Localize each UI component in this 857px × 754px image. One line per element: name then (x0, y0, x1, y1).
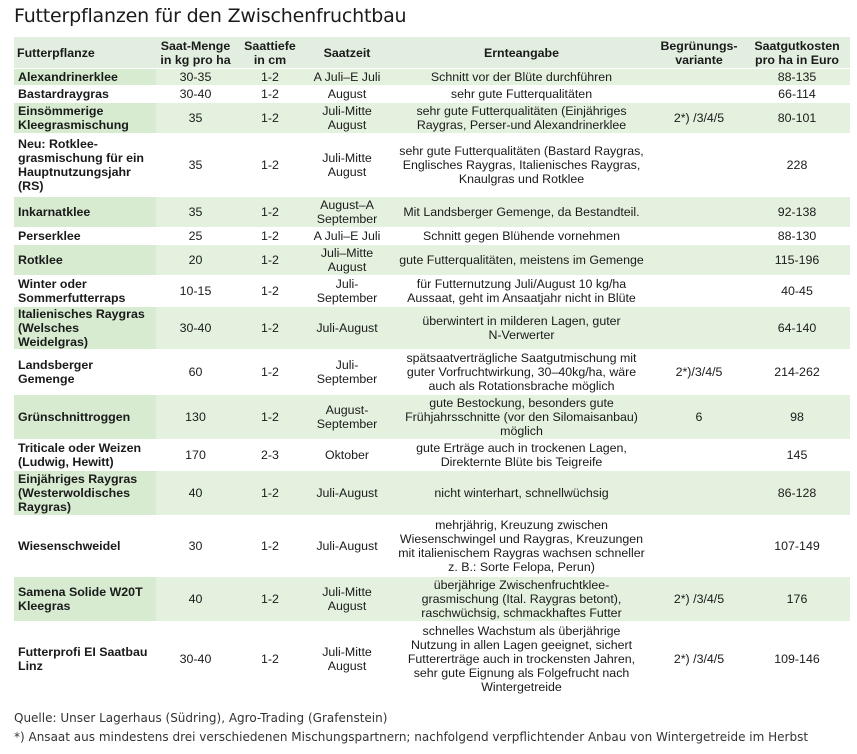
cell-line: A Juli–E Juli (313, 229, 381, 243)
cell-line: nicht winterhart, schnellwüchsig (434, 486, 609, 500)
cell-line: Juli- (335, 358, 359, 372)
cell-saatmenge (156, 516, 235, 577)
cell-line: sehr gute Eignung als Folgefrucht nach (413, 666, 630, 681)
cell-line: Italienisches Raygras (18, 307, 145, 321)
cell-futterpflanze (14, 245, 156, 276)
cell-saattiefe (235, 307, 305, 350)
cell-line: sehr gute Futterqualitäten (Einjähriges (416, 104, 627, 118)
cell-saatgutkosten (744, 577, 850, 622)
cell-futterpflanze (14, 197, 156, 228)
cell-line: Juli-Mitte (322, 585, 372, 599)
cell-line: möglich (500, 424, 543, 438)
cell-saattiefe (235, 276, 305, 307)
cell-saatmenge (156, 69, 235, 86)
cell-line: grasmischung für ein (18, 151, 144, 165)
cell-value: 30 (188, 539, 203, 553)
cell-line: (Ludwig, Hewitt) (18, 455, 114, 469)
cell-saattiefe (235, 350, 305, 395)
cell-saatmenge (156, 440, 235, 471)
header-row (14, 37, 850, 69)
cell-value: 1-2 (261, 365, 279, 379)
cell-begruenungsvariante (654, 622, 744, 697)
cell-line: August- (325, 403, 369, 417)
cell-line: Nutzung in allen Lagen geeignet, sichert (410, 638, 633, 653)
header-saatmenge: Saat-Menge in kg pro ha (156, 37, 235, 69)
cell-begruenungsvariante (654, 350, 744, 395)
cell-futterpflanze (14, 134, 156, 197)
cell-line: Winter oder (18, 277, 87, 291)
cell-line: Juli-Mitte (322, 645, 372, 660)
table-row (14, 350, 850, 395)
cell-line: Frühjahrsschnitte (vor den Silomaisanbau) (405, 410, 638, 424)
cell-value: 10-15 (179, 284, 212, 298)
cell-saatmenge (156, 471, 235, 516)
cell-saatzeit (305, 276, 389, 307)
cell-ernteangabe (389, 307, 654, 350)
cell-line: Schnitt vor der Blüte durchführen (430, 70, 613, 84)
cell-line: Juli-Mitte (322, 104, 372, 118)
cell-line: z. B.: Sorte Felopa, Perun) (448, 560, 595, 574)
cell-futterpflanze (14, 395, 156, 440)
cell-value: 2*)/3/4/5 (675, 365, 723, 379)
cell-value: 1-2 (261, 321, 279, 335)
cell-line: September (316, 212, 378, 226)
cell-line: Inkarnatklee (18, 205, 91, 219)
cell-futterpflanze (14, 307, 156, 350)
cell-line: Knaulgras und Rotklee (458, 172, 585, 186)
cell-saattiefe (235, 245, 305, 276)
cell-value: 170 (185, 448, 206, 462)
cell-line: August–A (320, 198, 374, 212)
header-saatzeit: Saatzeit (305, 37, 389, 69)
cell-begruenungsvariante (654, 471, 744, 516)
cell-value: 109-146 (774, 652, 820, 667)
cell-saatzeit (305, 471, 389, 516)
cell-line: grasmischung (Ital. Raygras betont), (421, 592, 622, 606)
cell-saatgutkosten (744, 622, 850, 697)
cell-value: 40-45 (781, 284, 813, 298)
cell-saatmenge (156, 197, 235, 228)
cell-line: August (327, 165, 367, 179)
cell-line: Raygras, Perser-und Alexandrinerklee (416, 118, 627, 132)
cell-futterpflanze (14, 276, 156, 307)
cell-futterpflanze (14, 471, 156, 516)
cell-line: August (327, 87, 367, 101)
cell-line: spätsaatverträgliche Saatgutmischung mit (406, 351, 637, 365)
cell-value: 60 (188, 365, 203, 379)
cell-saattiefe (235, 395, 305, 440)
cell-value: 1-2 (261, 539, 279, 553)
cell-futterpflanze (14, 577, 156, 622)
cell-saatgutkosten (744, 307, 850, 350)
cell-value: 35 (188, 205, 203, 219)
cell-line: Bastardraygras (18, 87, 109, 101)
cell-line: Grünschnittroggen (18, 410, 131, 424)
cell-line: schnelles Wachstum als überjährige (422, 624, 621, 639)
cell-saatzeit (305, 440, 389, 471)
cell-value: 2-3 (261, 448, 279, 462)
cell-line: Englisches Raygras, Italienisches Raygras, (402, 158, 641, 172)
cell-value: 1-2 (261, 229, 279, 243)
cell-line: Juli–Mitte (320, 246, 374, 260)
cell-value: 35 (188, 158, 203, 172)
cell-saatgutkosten (744, 69, 850, 86)
table-row (14, 69, 850, 86)
cell-line: September (316, 291, 378, 305)
table-row (14, 197, 850, 228)
cell-line: mit italienischem Raygras wachsen schneller (398, 546, 645, 560)
cell-line: Wiesenschwingel und Raygras, Kreuzungen (399, 532, 644, 546)
cell-saatgutkosten (744, 471, 850, 516)
cell-saattiefe (235, 577, 305, 622)
cell-ernteangabe (389, 516, 654, 577)
table-row (14, 276, 850, 307)
cell-saatzeit (305, 622, 389, 697)
cell-value: 228 (786, 158, 808, 172)
cell-futterpflanze (14, 69, 156, 86)
table-row (14, 395, 850, 440)
cell-saattiefe (235, 440, 305, 471)
cell-ernteangabe (389, 134, 654, 197)
cell-ernteangabe (389, 69, 654, 86)
cell-value: 145 (786, 448, 808, 462)
cell-saatzeit (305, 103, 389, 134)
cell-saatgutkosten (744, 103, 850, 134)
cell-ernteangabe (389, 471, 654, 516)
cell-saatgutkosten (744, 440, 850, 471)
cell-value: 40 (188, 486, 203, 500)
cell-begruenungsvariante (654, 516, 744, 577)
cell-value: 1-2 (261, 205, 279, 219)
cell-value: 66-114 (778, 87, 816, 101)
cell-line: Samena Solide W20T (18, 585, 143, 599)
cell-begruenungsvariante (654, 245, 744, 276)
cell-ernteangabe (389, 276, 654, 307)
cell-begruenungsvariante (654, 395, 744, 440)
cell-value: 176 (786, 592, 808, 606)
page-title: Futterpflanzen für den Zwischenfruchtbau (14, 5, 407, 27)
cell-line: Juli-Mitte (322, 151, 372, 165)
cell-saatmenge (156, 395, 235, 440)
cell-value: 40 (188, 592, 203, 606)
cell-line: Kleegrasmischung (18, 118, 129, 132)
table-row (14, 622, 850, 697)
cell-line: sehr gute Futterqualitäten (Bastard Raygras, (399, 144, 644, 158)
cell-saattiefe (235, 471, 305, 516)
cell-value: 1-2 (261, 253, 279, 267)
cell-saattiefe (235, 516, 305, 577)
cell-ernteangabe (389, 440, 654, 471)
cell-saatgutkosten (744, 197, 850, 228)
cell-line: gute Erträge auch in trockenen Lagen, (416, 441, 627, 455)
cell-ernteangabe (389, 245, 654, 276)
cell-futterpflanze (14, 440, 156, 471)
cell-saattiefe (235, 134, 305, 197)
cell-line: Oktober (324, 448, 370, 462)
cell-ernteangabe (389, 228, 654, 245)
cell-line: (RS) (18, 179, 44, 193)
cell-value: 80-101 (777, 111, 817, 125)
futterpflanzen-table (14, 37, 850, 697)
cell-value: 30-40 (179, 321, 212, 335)
cell-value: 1-2 (261, 70, 279, 84)
cell-futterpflanze (14, 228, 156, 245)
cell-line: Alexandrinerklee (18, 70, 118, 84)
cell-value: 1-2 (261, 592, 279, 606)
cell-line: Juli- (335, 277, 359, 291)
cell-value: 2*) /3/4/5 (673, 111, 725, 125)
cell-saatmenge (156, 622, 235, 697)
cell-begruenungsvariante (654, 228, 744, 245)
cell-line: Sommerfutterraps (18, 291, 126, 305)
table-row (14, 245, 850, 276)
cell-line: Juli-August (316, 321, 378, 335)
cell-futterpflanze (14, 516, 156, 577)
cell-saattiefe (235, 69, 305, 86)
header-saatgutkosten: Saatgutkosten pro ha in Euro (744, 37, 850, 69)
cell-value: 2*) /3/4/5 (673, 592, 725, 606)
cell-saatmenge (156, 577, 235, 622)
cell-saatzeit (305, 395, 389, 440)
cell-line: Einsömmerige (18, 104, 104, 118)
cell-begruenungsvariante (654, 86, 744, 103)
cell-line: August (327, 118, 367, 132)
cell-value: 1-2 (261, 486, 279, 500)
cell-saatmenge (156, 245, 235, 276)
cell-begruenungsvariante (654, 307, 744, 350)
cell-saatgutkosten (744, 350, 850, 395)
cell-saatzeit (305, 350, 389, 395)
cell-begruenungsvariante (654, 69, 744, 86)
cell-saattiefe (235, 103, 305, 134)
cell-line: überwintert in milderen Lagen, guter (422, 314, 621, 328)
cell-value: 92-138 (777, 205, 817, 219)
cell-saatgutkosten (744, 245, 850, 276)
table-row (14, 516, 850, 577)
cell-saatgutkosten (744, 276, 850, 307)
cell-value: 1-2 (261, 87, 279, 101)
cell-line: mehrjährig, Kreuzung zwischen (435, 518, 608, 532)
cell-line: Juli-August (316, 486, 378, 500)
cell-saatmenge (156, 307, 235, 350)
cell-line: für Futternutzung Juli/August 10 kg/ha (416, 277, 627, 291)
cell-value: 88-130 (777, 229, 817, 243)
cell-value: 30-40 (179, 652, 212, 667)
cell-saattiefe (235, 197, 305, 228)
cell-saatmenge (156, 350, 235, 395)
cell-saatgutkosten (744, 134, 850, 197)
table-row (14, 577, 850, 622)
cell-ernteangabe (389, 577, 654, 622)
cell-value: 30-35 (179, 70, 212, 84)
cell-line: Hauptnutzungsjahr (18, 165, 131, 179)
cell-saatgutkosten (744, 86, 850, 103)
cell-saatzeit (305, 134, 389, 197)
cell-saatmenge (156, 103, 235, 134)
cell-value: 6 (695, 410, 703, 424)
cell-value: 98 (790, 410, 804, 424)
cell-line: Mit Landsberger Gemenge, da Bestandteil. (403, 205, 640, 219)
cell-line: Direkternte Blüte bis Teigreife (440, 455, 603, 469)
cell-saatzeit (305, 516, 389, 577)
source-note: Quelle: Unser Lagerhaus (Südring), Agro-Trading (Grafenstein) (14, 711, 388, 725)
cell-line: Futtererträge auch in trockensten Jahren, (407, 652, 636, 667)
header-ernteangabe: Ernteangabe (389, 37, 654, 69)
table-row (14, 86, 850, 103)
cell-saatgutkosten (744, 395, 850, 440)
cell-line: Triticale oder Weizen (18, 441, 142, 455)
table-row (14, 228, 850, 245)
cell-saatmenge (156, 86, 235, 103)
cell-saatzeit (305, 86, 389, 103)
cell-saatzeit (305, 577, 389, 622)
cell-futterpflanze (14, 103, 156, 134)
cell-saatgutkosten (744, 516, 850, 577)
cell-value: 86-128 (777, 486, 817, 500)
cell-line: Aussaat, geht im Ansaatjahr nicht in Blüte (407, 291, 636, 305)
cell-line: Linz (18, 659, 43, 674)
cell-ernteangabe (389, 395, 654, 440)
cell-saatzeit (305, 228, 389, 245)
cell-line: auch als Rotationsbrache möglich (428, 379, 615, 393)
cell-line: Kleegras (18, 599, 71, 613)
cell-saatzeit (305, 245, 389, 276)
cell-value: 1-2 (261, 111, 279, 125)
cell-line: September (316, 372, 378, 386)
cell-value: 64-140 (777, 321, 817, 335)
cell-saatgutkosten (744, 228, 850, 245)
cell-ernteangabe (389, 350, 654, 395)
cell-line: gute Futterqualitäten, meistens im Gemenge (399, 253, 644, 267)
cell-ernteangabe (389, 86, 654, 103)
table-body (14, 69, 850, 697)
cell-value: 115-196 (774, 253, 820, 267)
cell-saatmenge (156, 134, 235, 197)
cell-line: September (316, 417, 378, 431)
cell-line: Einjähriges Raygras (18, 472, 138, 486)
cell-line: Wintergetreide (481, 680, 562, 695)
cell-value: 30-40 (179, 87, 212, 101)
cell-line: guter Vorfruchtwirkung, 30–40kg/ha, wäre (406, 365, 637, 379)
cell-value: 20 (188, 253, 203, 267)
cell-line: Wiesenschweidel (18, 539, 121, 553)
cell-line: (Westerwoldisches (18, 486, 131, 500)
cell-line: Futterprofi EI Saatbau (18, 645, 148, 660)
cell-line: Raygras) (18, 500, 72, 514)
cell-line: August (327, 260, 367, 274)
cell-begruenungsvariante (654, 276, 744, 307)
cell-value: 1-2 (261, 284, 279, 298)
cell-line: August (327, 599, 367, 613)
cell-ernteangabe (389, 103, 654, 134)
header-begruenungsvariante: Begrünungs- variante (654, 37, 744, 69)
cell-saatzeit (305, 69, 389, 86)
cell-saattiefe (235, 622, 305, 697)
table-row (14, 103, 850, 134)
cell-line: Perserklee (18, 229, 81, 243)
cell-line: N-Verwerter (488, 328, 555, 342)
cell-ernteangabe (389, 197, 654, 228)
cell-value: 25 (188, 229, 203, 243)
cell-futterpflanze (14, 86, 156, 103)
cell-begruenungsvariante (654, 103, 744, 134)
table-row (14, 471, 850, 516)
cell-line: Rotklee (18, 253, 63, 267)
cell-line: gute Bestockung, besonders gute (429, 396, 614, 410)
cell-saatzeit (305, 307, 389, 350)
cell-line: raschwüchsig, schmackhaftes Futter (421, 606, 622, 620)
cell-line: Landsberger Gemenge (18, 358, 94, 386)
table-row (14, 134, 850, 197)
cell-ernteangabe (389, 622, 654, 697)
table-row (14, 307, 850, 350)
cell-begruenungsvariante (654, 197, 744, 228)
cell-saattiefe (235, 86, 305, 103)
cell-value: 2*) /3/4/5 (673, 652, 725, 667)
cell-futterpflanze (14, 622, 156, 697)
table-row (14, 440, 850, 471)
cell-saattiefe (235, 228, 305, 245)
cell-line: August (327, 659, 367, 674)
cell-saatzeit (305, 197, 389, 228)
cell-line: A Juli–E Juli (313, 70, 381, 84)
cell-line: sehr gute Futterqualitäten (450, 87, 593, 101)
cell-begruenungsvariante (654, 577, 744, 622)
header-futterpflanze: Futterpflanze (14, 37, 156, 69)
cell-value: 214-262 (774, 365, 820, 379)
cell-futterpflanze (14, 350, 156, 395)
cell-value: 1-2 (261, 158, 279, 172)
cell-line: Schnitt gegen Blühende vornehmen (422, 229, 621, 243)
cell-value: 1-2 (261, 410, 279, 424)
cell-line: überjährige Zwischenfruchtklee- (433, 578, 610, 592)
cell-value: 88-135 (777, 70, 817, 84)
cell-value: 130 (185, 410, 206, 424)
cell-value: 1-2 (261, 652, 279, 667)
cell-value: 107-149 (774, 539, 820, 553)
cell-line: Juli-August (316, 539, 378, 553)
cell-saatmenge (156, 276, 235, 307)
cell-begruenungsvariante (654, 440, 744, 471)
footnote: *) Ansaat aus mindestens drei verschiedenen Mischungspartnern; nachfolgend verpflichtender Anbau von Wintergetreide im Herbst (14, 730, 809, 744)
cell-saatmenge (156, 228, 235, 245)
cell-line: (Welsches Weidelgras) (18, 321, 89, 349)
cell-value: 35 (188, 111, 203, 125)
cell-line: Neu: Rotklee- (18, 137, 98, 151)
cell-begruenungsvariante (654, 134, 744, 197)
header-saattiefe: Saattiefe in cm (235, 37, 305, 69)
